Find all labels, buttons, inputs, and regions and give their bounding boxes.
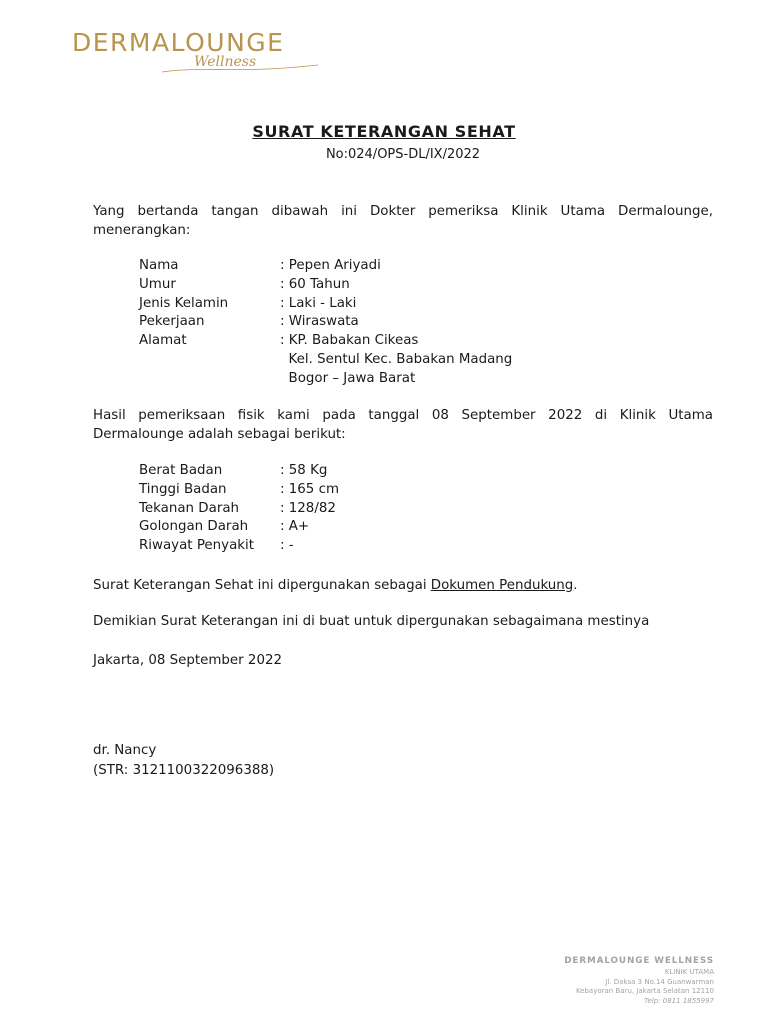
intro-paragraph: Yang bertanda tangan dibawah ini Dokter pemeriksa Klinik Utama Dermalounge, menerangkan:	[93, 204, 713, 238]
field-value: : A+	[280, 519, 310, 535]
exam-row-blood-type	[139, 518, 639, 537]
field-label: Berat Badan	[139, 463, 223, 478]
identity-row-name	[139, 257, 639, 276]
field-value: : Wiraswata	[280, 314, 359, 330]
dermalounge-logo	[72, 28, 322, 78]
purpose-paragraph	[93, 576, 713, 595]
footer-address-line2: Kebayoran Baru, Jakarta Selatan 12110	[575, 987, 714, 996]
field-label	[139, 370, 280, 389]
field-value: Bogor – Jawa Barat	[280, 370, 416, 386]
field-label	[139, 351, 280, 370]
field-value: : -	[280, 538, 294, 554]
signer-name: dr. Nancy	[93, 743, 157, 758]
footer-address-block	[564, 955, 714, 1006]
field-value: : KP. Babakan Cikeas	[280, 333, 419, 349]
field-label: Tinggi Badan	[139, 481, 227, 497]
exam-row-blood-pressure	[139, 500, 639, 519]
field-label: Golongan Darah	[139, 519, 249, 535]
footer-phone: Telp: 0811 1855997	[644, 996, 714, 1005]
field-label: Nama	[139, 258, 179, 273]
signature-block	[93, 741, 274, 780]
field-label: Umur	[139, 276, 176, 292]
purpose-text: Surat Keterangan Sehat ini dipergunakan sebagai	[93, 578, 431, 593]
field-value: : 165 cm	[280, 481, 339, 497]
field-value: : 128/82	[280, 500, 336, 516]
field-label: Alamat	[139, 333, 187, 349]
field-label: Pekerjaan	[139, 314, 205, 330]
place-date: Jakarta, 08 September 2022	[93, 653, 282, 668]
exam-results-list	[139, 462, 639, 556]
logo-script-text: Wellness	[194, 54, 257, 70]
field-value: : Pepen Ariyadi	[280, 258, 381, 273]
exam-row-weight	[139, 462, 639, 481]
exam-row-medical-history	[139, 537, 639, 556]
identity-row-occupation	[139, 313, 639, 332]
field-value: Kel. Sentul Kec. Babakan Madang	[280, 351, 513, 367]
identity-row-address	[139, 332, 639, 351]
footer-address-line1: Jl. Daksa 3 No.14 Guanwarman	[605, 977, 714, 986]
field-label: Jenis Kelamin	[139, 295, 229, 311]
purpose-suffix: .	[573, 578, 578, 593]
identity-row-address-line2	[139, 351, 639, 370]
signer-str: (STR: 3121100322096388)	[93, 762, 275, 778]
identity-list	[139, 257, 639, 389]
document-number: No:024/OPS-DL/IX/2022	[325, 147, 481, 162]
field-label: Tekanan Darah	[139, 500, 240, 516]
footer-company-name: DERMALOUNGE WELLNESS	[564, 956, 714, 966]
field-value: : 58 Kg	[280, 463, 328, 478]
supporting-document-link[interactable]: Dokumen Pendukung	[430, 578, 574, 593]
exam-row-height	[139, 481, 639, 500]
identity-row-gender	[139, 295, 639, 314]
field-value: : 60 Tahun	[280, 276, 350, 292]
field-label: Riwayat Penyakit	[139, 538, 254, 554]
identity-row-age	[139, 276, 639, 295]
footer-subtitle: KLINIK UTAMA	[664, 968, 714, 976]
document-title: SURAT KETERANGAN SEHAT	[252, 122, 516, 141]
closing-paragraph: Demikian Surat Keterangan ini di buat untuk dipergunakan sebagaimana mestinya	[93, 614, 650, 629]
field-value: : Laki - Laki	[280, 295, 357, 311]
logo-wordmark: DERMALOUNGE	[72, 28, 285, 57]
identity-row-address-line3	[139, 370, 639, 389]
exam-intro-paragraph: Hasil pemeriksaan fisik kami pada tanggal 08 September 2022 di Klinik Utama Dermalounge adalah sebagai berikut:	[93, 408, 713, 442]
